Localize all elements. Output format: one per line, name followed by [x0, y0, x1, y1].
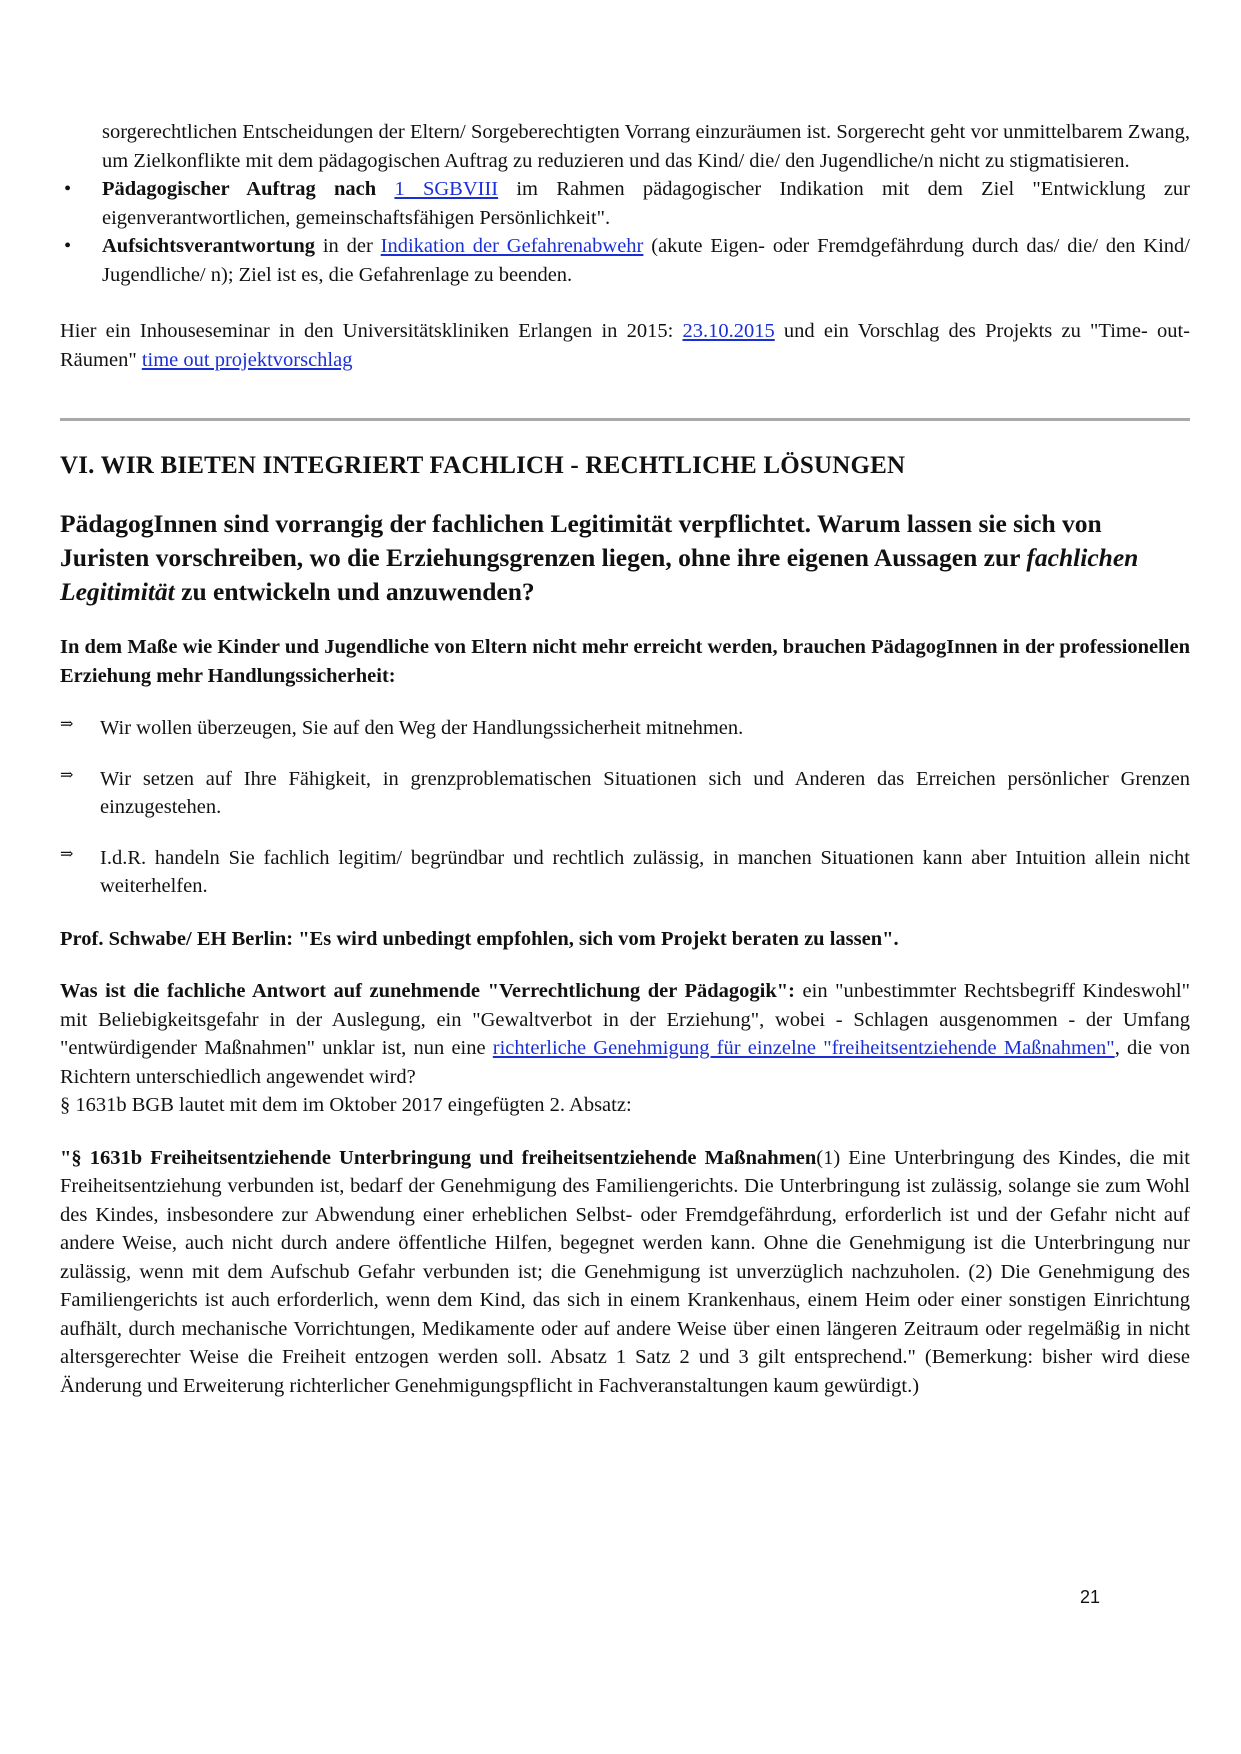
arrow-list-item — [60, 765, 1190, 822]
arrow-list-item — [60, 844, 1190, 901]
lead-text-2: zu entwickeln und anzuwenden? — [174, 577, 535, 606]
bullet-bold-label: Pädagogischer Auftrag nach — [102, 178, 377, 200]
question-bold: Was ist die fachliche Antwort auf zunehmende "Verrechtlichung der Pädagogik": — [60, 980, 795, 1002]
law-title: "§ 1631b Freiheitsentziehende Unterbringung und freiheitsentziehende Maßnahmen — [60, 1146, 817, 1169]
page-number: 21 — [1080, 1587, 1101, 1607]
bullet-text-prefix: in der — [314, 235, 381, 257]
quote-paragraph: Prof. Schwabe/ EH Berlin: "Es wird unbedingt empfohlen, sich vom Projekt beraten zu lassen". — [60, 927, 899, 950]
arrow-item-text: I.d.R. handeln Sie fachlich legitim/ begründbar und rechtlich zulässig, in manchen Situationen kann aber Intuition allein nicht weiterhelfen. — [100, 846, 1190, 897]
horizontal-divider — [60, 418, 1190, 421]
arrow-item-text: Wir setzen auf Ihre Fähigkeit, in grenzproblematischen Situationen sich und Anderen das Erreichen persönlicher Grenzen einzugestehen. — [100, 767, 1190, 818]
arrow-item-text: Wir wollen überzeugen, Sie auf den Weg der Handlungssicherheit mitnehmen. — [100, 717, 744, 739]
time-out-link[interactable]: time out projektvorschlag — [141, 348, 353, 371]
law-paragraph — [60, 1144, 1190, 1401]
lead-text: PädagogInnen sind vorrangig der fachlichen Legitimität verpflichtet. Warum lassen sie sich von Juristen vorschreiben, wo die Erziehungsgrenzen liegen, ohne ihre eigenen Aussagen zur — [60, 509, 1102, 572]
law-text: (1) Eine Unterbringung des Kindes, die mit Freiheitsentziehung verbunden ist, bedarf der Genehmigung des Familiengerichts. Die Unterbringung ist zulässig, solange sie zum Wohl des Kindes, insbesondere zur Abwendung einer erheblichen Selbst- oder Fremdgefährdung, erforderlich ist und der Gefahr nicht auf andere Weise, auch nicht durch andere öffentliche Hilfen, begegnet werden kann. Ohne die Genehmigung ist die Unterbringung nur zulässig, wenn mit dem Aufschub Gefahr verbunden ist; die Genehmigung ist unverzüglich nachzuholen. (2) Die Genehmigung des Familiengerichts ist auch erforderlich, wenn dem Kind, das sich in einem Krankenhaus, einem Heim oder einer sonstigen Einrichtung aufhält, durch mechanische Vorrichtungen, Medikamente oder auf andere Weise über einen längeren Zeitraum oder regelmäßig in nicht altersgerechter Weise die Freiheit entzogen werden soll. Absatz 1 Satz 2 und 3 gilt entsprechend." (Bemerkung: bisher wird diese Änderung und Erweiterung richterlicher Genehmigungspflicht in Fachveranstaltungen kaum gewürdigt.) — [60, 1146, 1190, 1397]
bullet-icon: • — [64, 178, 72, 200]
list-item — [60, 175, 1190, 232]
bgb-intro: § 1631b BGB lautet mit dem im Oktober 2017 eingefügten 2. Absatz: — [60, 1094, 632, 1116]
bullet-icon: • — [64, 235, 72, 257]
seminar-paragraph — [60, 317, 1190, 374]
arrow-icon: ⇒ — [60, 766, 74, 784]
seminar-date-link[interactable]: 23.10.2015 — [682, 320, 775, 342]
bullet-list — [60, 175, 1190, 289]
intro-paragraph: sorgerechtlichen Entscheidungen der Eltern/ Sorgeberechtigten Vorrang einzuräumen ist. Sorgerecht geht vor unmittelbarem Zwang, um Zielkonflikte mit dem pädagogischen Auftrag zu reduzieren und das Kind/ die/ den Jugendliche/n nicht zu stigmatisieren. — [102, 121, 1190, 172]
arrow-list-item — [60, 714, 1190, 743]
question-text-2: , die von Richtern unterschiedlich angewendet wird? — [60, 1037, 1190, 1088]
arrow-icon: ⇒ — [60, 845, 74, 863]
lead-italic: fachlichen Legitimität — [60, 543, 1139, 606]
lead-paragraph — [60, 507, 1190, 609]
question-paragraph — [60, 977, 1190, 1091]
section-heading: VI. WIR BIETEN INTEGRIERT FACHLICH - RECHTLICHE LÖSUNGEN — [60, 452, 906, 479]
question-text: ein "unbestimmter Rechtsbegriff Kindeswohl" mit Beliebigkeitsgefahr in der Auslegung, ein "Gewaltverbot in der Erziehung", wobei - Schlagen ausgenommen - der Umfang "entwürdigender Maßnahmen" unklar ist, nun eine — [60, 980, 1190, 1059]
subheading: In dem Maße wie Kinder und Jugendliche von Eltern nicht mehr erreicht werden, brauchen PädagogInnen in der professionellen Erziehung mehr Handlungssicherheit: — [60, 636, 1190, 687]
seminar-text: Hier ein Inhouseseminar in den Universitätskliniken Erlangen in 2015: — [60, 320, 683, 342]
bullet-text: im Rahmen pädagogischer Indikation mit dem Ziel "Entwicklung zur eigenverantwortlichen, gemeinschaftsfähigen Persönlichkeit". — [102, 178, 1190, 229]
list-item — [60, 232, 1190, 289]
sgbviii-link[interactable]: 1 SGBVIII — [394, 178, 499, 200]
seminar-text-2: und ein Vorschlag des Projekts zu "Time- out- Räumen" — [60, 320, 1190, 371]
document-page — [60, 118, 1190, 1400]
bullet-bold-label: Aufsichtsverantwortung — [102, 235, 315, 257]
bullet-text: (akute Eigen- oder Fremdgefährdung durch das/ die/ den Kind/ Jugendliche/ n); Ziel ist es, die Gefahrenlage zu beenden. — [102, 235, 1190, 286]
richterliche-genehmigung-link[interactable]: richterliche Genehmigung für einzelne "freiheitsentziehende Maßnahmen" — [492, 1037, 1115, 1059]
arrow-icon: ⇒ — [60, 716, 74, 733]
gefahrenabwehr-link[interactable]: Indikation der Gefahrenabwehr — [380, 235, 644, 257]
